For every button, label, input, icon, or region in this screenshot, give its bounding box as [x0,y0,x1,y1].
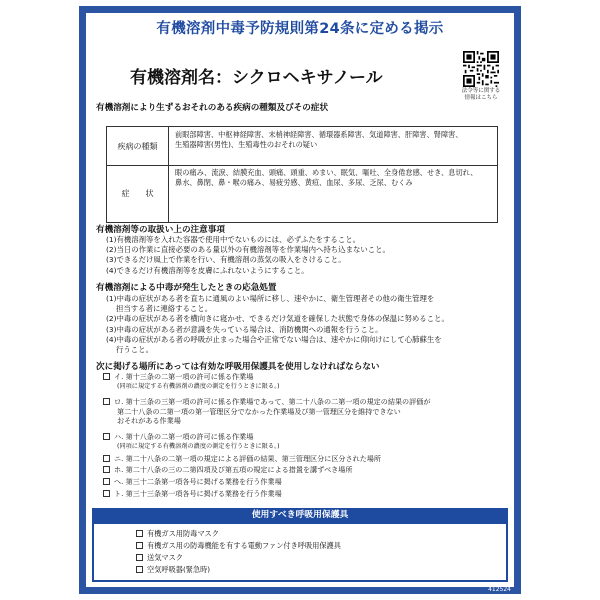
equipment-item: 有機ガス用防毒マスク [147,529,219,538]
respirator-heading: 次に掲げる場所にあっては有効な呼吸用保護具を使用しなければならない [96,362,380,372]
place-note: (同項に規定する有機溶剤の濃度の測定を行うときに限る。) [117,442,280,450]
symptom-line: 鼻水、鼻閉、鼻・喉の痛み、易疲労感、黄疸、血尿、多尿、乏尿、むくみ [175,178,413,187]
emergency-line: (3)中毒の症状がある者が意識を失っている場合は、消防機関への通報を行うこと。 [106,324,383,334]
place-text: ハ. 第十八条の二第一項の許可に係る作業場 [114,432,254,441]
checkbox[interactable] [136,530,143,537]
qr-caption [458,88,504,102]
qr-caption-line: 法令等に関する [461,88,501,94]
disease-type-line: 生殖器障害(男性)、生殖毒性のおそれの疑い [175,140,318,149]
emergency-line: (4)中毒の症状がある者の呼吸が止まった場合や正常でない場合は、速やかに仰向けにして心肺蘇生を [106,334,442,344]
checkbox[interactable] [103,373,110,380]
sign-title: 有機溶剤中毒予防規則第24条に定める掲示 [156,21,444,37]
emergency-line: (1)中毒の症状がある者を直ちに通風のよい場所に移し、速やかに、衛生管理者その他の衛生管理を [106,294,435,303]
checkbox[interactable] [103,490,110,497]
handling-item: (1)有機溶剤等を入れた容器で使用中でないものには、必ずふたをすること。 [106,235,360,244]
place-text: ホ. 第二十八条の三の二第四項及び第五項の規定による措置を講ずべき場所 [114,465,353,474]
place-text: イ. 第十三条の二第一項の許可に係る作業場 [114,372,254,381]
qr-block [458,51,504,102]
disease-type-row [107,127,497,166]
equipment-box [92,522,508,582]
product-code: 412524 [488,586,511,593]
disease-type-text [175,130,491,150]
symptom-line: 眼の痛み、流涙、結膜充血、頭痛、頭重、めまい、眠気、嘔吐、全身倦怠感、せき、息切れ、 [175,168,478,177]
place-item-ho [103,465,352,475]
solvent-name: 有機溶剤名：シクロヘキサノール [130,68,383,88]
place-text: ロ. 第十三条の三第一項の許可に係る作業場であって、第二十八条の二第一項の規定の結果の評価が [114,397,431,406]
place-item-to [103,489,282,499]
place-item-i [103,372,280,391]
symptom-row [107,165,497,222]
equipment-item: 空気呼吸器(緊急時) [147,565,211,574]
handling-item: (4)できるだけ有機溶剤等を皮膚にふれないようにすること。 [106,265,309,275]
place-text: ト. 第三十三条第一項各号に掲げる業務を行う作業場 [114,489,282,498]
checkbox[interactable] [136,542,143,549]
handling-heading: 有機溶剤等の取扱い上の注意事項 [96,225,225,235]
diseases-heading: 有機溶剤により生ずるおそれのある疾病の種類及びその症状 [96,103,329,113]
qr-code-icon [463,51,499,87]
emergency-list [106,294,449,355]
emergency-line: 担当する者に連絡すること。 [116,304,213,314]
symptom-label: 症 状 [107,165,169,222]
symptom-text [175,168,491,188]
place-text: 第二十八条の二第一項の第一管理区分でなかった作業場及び第一管理区分を維持できない [117,406,401,416]
place-item-ni [103,454,381,464]
equipment-list [136,528,341,576]
checkbox[interactable] [103,455,110,462]
checkbox[interactable] [136,554,143,561]
place-note: (同項に規定する有機溶剤の濃度の測定を行うときに限る。) [117,382,280,390]
checkbox[interactable] [136,566,143,573]
place-text: ニ. 第二十八条の二第一項の規定による評価の結果、第三管理区分に区分された場所 [114,454,381,463]
place-text: おそれがある作業場 [117,416,181,426]
place-text: へ. 第三十二条第一項各号に掲げる業務を行う作業場 [114,477,282,486]
place-item-ro [103,397,430,426]
checkbox[interactable] [103,398,110,405]
disease-type-label: 疾病の種類 [107,127,169,165]
disease-table [106,126,498,223]
sign-board [79,6,521,594]
disease-type-line: 前眼部障害、中枢神経障害、末梢神経障害、循環器系障害、気道障害、肝障害、腎障害、 [175,130,463,139]
place-item-ha [103,432,280,451]
handling-item: (3)できるだけ風上で作業を行い、有機溶剤の蒸気の吸入をさけること。 [106,255,346,265]
sign-inner [86,13,514,593]
equipment-heading: 使用すべき呼吸用保護具 [92,508,508,522]
checkbox[interactable] [103,466,110,473]
emergency-heading: 有機溶剤による中毒が発生したときの応急処置 [96,283,277,293]
emergency-line: (2)中毒の症状がある者を横向きに寝かせ、できるだけ気道を確保した状態で身体の保温に努めること。 [106,314,449,324]
emergency-line: 行うこと。 [116,345,153,355]
equipment-item: 有機ガス用の防毒機能を有する電動ファン付き呼吸用保護具 [147,541,341,550]
equipment-item: 送気マスク [147,553,183,562]
qr-caption-line: 情報はこちら [464,95,498,101]
place-item-he [103,477,282,487]
checkbox[interactable] [103,478,110,485]
checkbox[interactable] [103,433,110,440]
handling-list [106,235,390,276]
solvent-row [96,51,504,101]
handling-item: (2)当日の作業に直接必要のある量以外の有機溶剤等を作業場内へ持ち込まないこと。 [106,245,390,255]
